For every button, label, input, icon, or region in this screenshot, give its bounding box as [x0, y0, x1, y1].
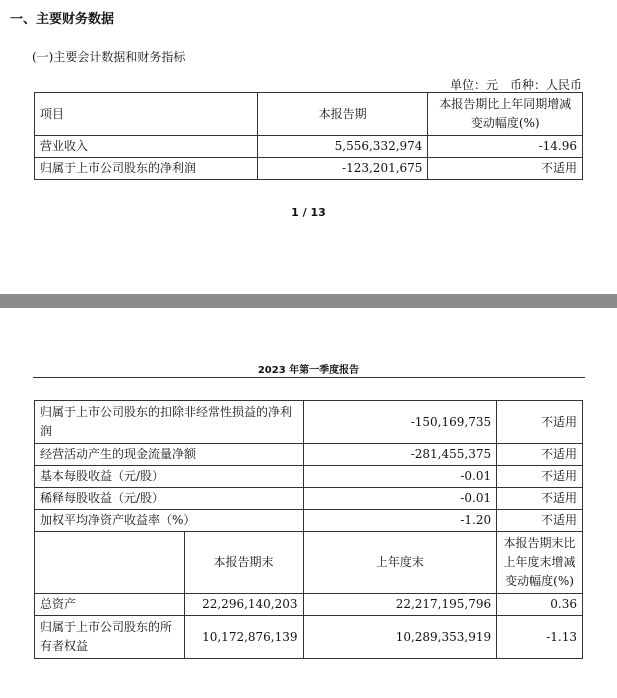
row-current: 5,556,332,974 [257, 136, 428, 158]
table-row [35, 158, 583, 180]
header-blank [35, 532, 185, 594]
section-title: 一、主要财务数据 [10, 12, 115, 27]
header-item: 项目 [35, 93, 258, 136]
row-change: 不适用 [428, 158, 583, 180]
row-prior-end: 22,217,195,796 [303, 594, 497, 616]
row-item: 基本每股收益（元/股） [35, 466, 304, 488]
row-change: 不适用 [497, 510, 583, 532]
table-row [35, 594, 583, 616]
row-change: 不适用 [497, 401, 583, 444]
row-item: 归属于上市公司股东的所有者权益 [35, 616, 185, 659]
row-current-end: 22,296,140,203 [184, 594, 303, 616]
table-row [35, 466, 583, 488]
row-item: 总资产 [35, 594, 185, 616]
row-current: -0.01 [303, 466, 497, 488]
row-item: 营业收入 [35, 136, 258, 158]
row-item: 加权平均净资产收益率（%） [35, 510, 304, 532]
table-header-row [35, 532, 583, 594]
row-change: 不适用 [497, 466, 583, 488]
row-current: -0.01 [303, 488, 497, 510]
key-financial-data-table-continued [34, 400, 583, 659]
row-current: -123,201,675 [257, 158, 428, 180]
row-item: 经营活动产生的现金流量净额 [35, 444, 304, 466]
row-item: 归属于上市公司股东的净利润 [35, 158, 258, 180]
page-gap [0, 294, 617, 308]
row-item: 稀释每股收益（元/股） [35, 488, 304, 510]
header-prior-year-end: 上年度末 [303, 532, 497, 594]
row-change: 0.36 [497, 594, 583, 616]
header-change-vs-prior-year-end: 本报告期末比上年度末增减变动幅度(%) [497, 532, 583, 594]
row-item: 归属于上市公司股东的扣除非经常性损益的净利润 [35, 401, 304, 444]
row-current: -150,169,735 [303, 401, 497, 444]
header-period-end: 本报告期末 [184, 532, 303, 594]
row-current: -281,455,375 [303, 444, 497, 466]
table-row [35, 616, 583, 659]
row-current: -1.20 [303, 510, 497, 532]
row-current-end: 10,172,876,139 [184, 616, 303, 659]
row-prior-end: 10,289,353,919 [303, 616, 497, 659]
header-rule [33, 377, 585, 378]
table-row [35, 510, 583, 532]
table-row [35, 136, 583, 158]
table-header-row [35, 93, 583, 136]
report-page-1 [0, 0, 617, 294]
key-financial-data-table [34, 92, 583, 180]
table-row [35, 488, 583, 510]
row-change: -1.13 [497, 616, 583, 659]
header-yoy-change: 本报告期比上年同期增减变动幅度(%) [428, 93, 583, 136]
table-row [35, 401, 583, 444]
row-change: 不适用 [497, 488, 583, 510]
report-header-title: 2023 年第一季度报告 [257, 365, 360, 376]
row-change: 不适用 [497, 444, 583, 466]
header-current-period: 本报告期 [257, 93, 428, 136]
row-change: -14.96 [428, 136, 583, 158]
unit-currency-line: 单位：元 币种：人民币 [449, 78, 582, 92]
table-row [35, 444, 583, 466]
report-page-2 [0, 308, 617, 698]
page-number: 1 / 13 [291, 206, 326, 219]
subsection-title: (一)主要会计数据和财务指标 [32, 50, 186, 64]
